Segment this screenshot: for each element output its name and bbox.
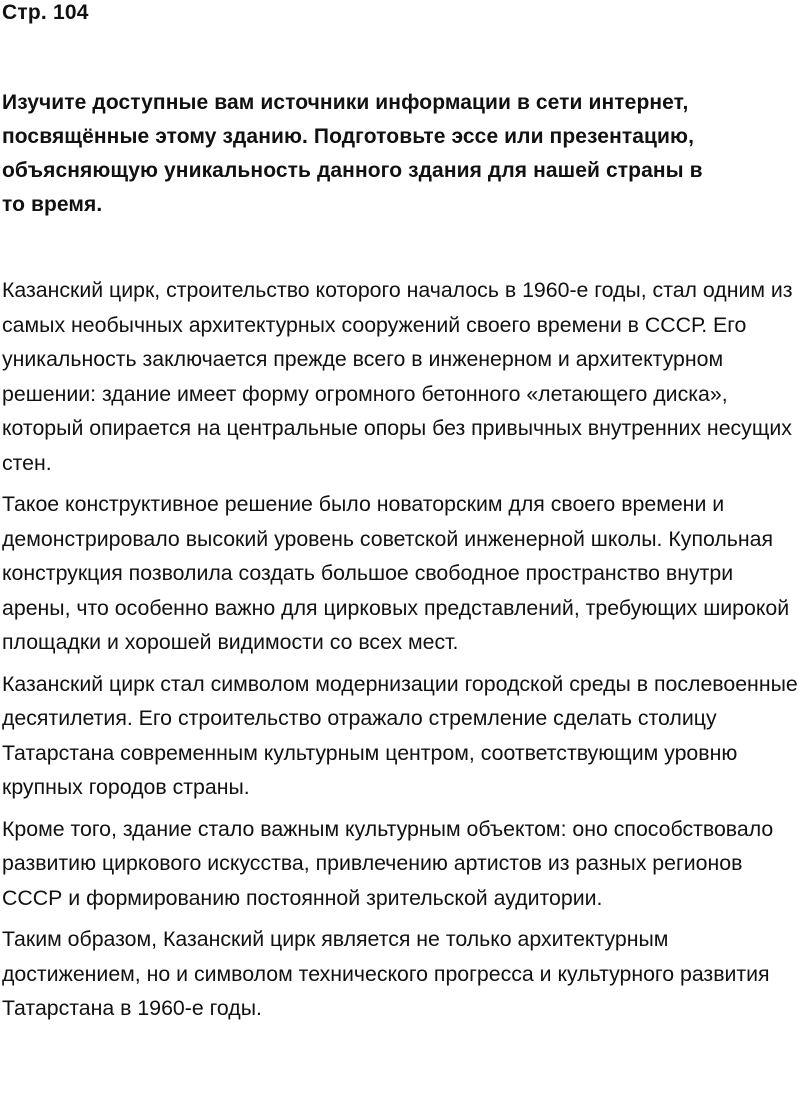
task-line: Изучите доступные вам источники информации в сети интернет, [2, 91, 689, 114]
essay-paragraph: Кроме того, здание стало важным культурным объектом: оно способствовало развитию циркового искусства, привлечению артистов из разных регионов СССР и формированию постоянной зрительской аудитории. [2, 816, 774, 910]
task-line: объясняющую уникальность данного здания для нашей страны в [2, 159, 703, 182]
task-heading [2, 86, 782, 222]
essay-body [2, 273, 800, 1033]
task-line: то время. [2, 193, 103, 216]
essay-paragraph: Таким образом, Казанский цирк является не только архитектурным достижением, но и символом технического прогресса и культурного развития Татарстана в 1960-е годы. [2, 927, 770, 1020]
essay-paragraph: Казанский цирк стал символом модернизации городской среды в послевоенные десятилетия. Его строительство отражало стремление сделать столицу Татарстана современным культурным центром, соответствующим уровню крупных городов страны. [2, 671, 798, 799]
essay-paragraph: Такое конструктивное решение было новаторским для своего времени и демонстрировало высокий уровень советской инженерной школы. Купольная конструкция позволила создать большое свободное пространство внутри арены, что особенно важно для цирковых представлений, требующих широкой площадки и хорошей видимости со всех мест. [2, 492, 790, 654]
task-line: посвящённые этому зданию. Подготовьте эссе или презентацию, [2, 125, 695, 148]
essay-paragraph: Казанский цирк, строительство которого началось в 1960-е годы, стал одним из самых необычных архитектурных сооружений своего времени в СССР. Его уникальность заключается прежде всего в инженерном и архитектурном решении: здание имеет форму огромного бетонного «летающего диска», который опирается на центральные опоры без привычных внутренних несущих стен. [2, 278, 793, 475]
page-number-label: Стр. 104 [2, 1, 89, 24]
